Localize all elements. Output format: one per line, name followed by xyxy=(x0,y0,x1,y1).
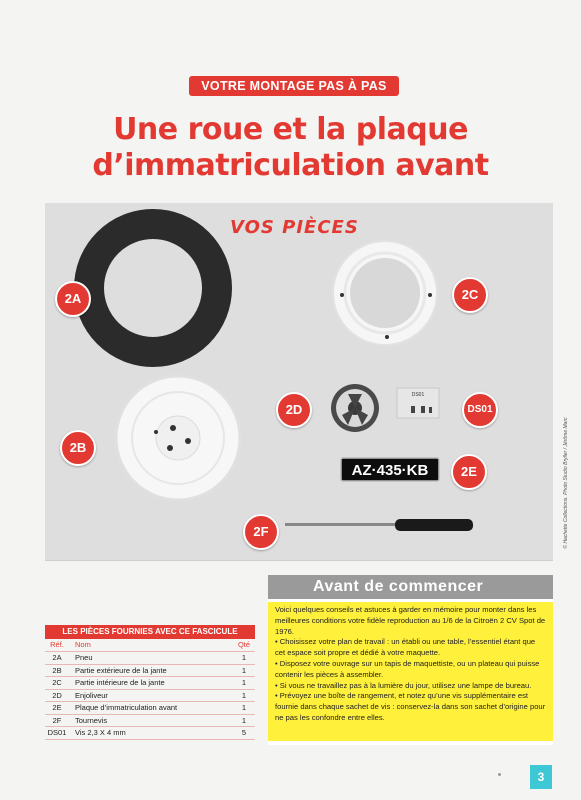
parts-photo xyxy=(45,203,553,561)
parts-table-title: LES PIÈCES FOURNIES AVEC CE FASCICULE xyxy=(45,625,255,639)
notice-paragraph: • Si vous ne travaillez pas à la lumière du jour, utilisez une lampe de bureau. xyxy=(275,680,532,690)
notice-paragraph: • Choisissez votre plan de travail : un établi ou une table, l’essentiel étant que cet espace soit propre et dédié à votre maquette. xyxy=(275,637,536,658)
part-badge-2e: 2E xyxy=(451,454,487,490)
screwdriver-part xyxy=(285,523,405,526)
part-badge-2a: 2A xyxy=(55,281,91,317)
table-row: 2B Partie extérieure de la jante 1 xyxy=(45,665,255,678)
tyre-part xyxy=(89,224,217,352)
decorative-dot xyxy=(498,773,501,776)
table-row: 2E Plaque d’immatriculation avant 1 xyxy=(45,702,255,715)
before-you-start-body xyxy=(268,602,553,741)
before-you-start-box xyxy=(268,575,553,745)
part-badge-2c: 2C xyxy=(452,277,488,313)
plate-text: AZ·435·KB xyxy=(351,462,429,479)
notice-paragraph: Voici quelques conseils et astuces à garder en mémoire pour monter dans les meilleures conditions votre fidèle reproduction au 1/6 de la Citroën 2 CV Spot de 1976. xyxy=(275,605,546,636)
table-row: 2C Partie intérieure de la jante 1 xyxy=(45,677,255,690)
part-badge-2d: 2D xyxy=(276,392,312,428)
notice-paragraph: • Disposez votre ouvrage sur un tapis de maquettiste, ou un plateau qui puisse contenir les pièces à assembler. xyxy=(275,658,540,679)
table-row: 2F Tournevis 1 xyxy=(45,715,255,728)
parts-heading: VOS PIÈCES xyxy=(230,217,359,238)
table-row: 2A Pneu 1 xyxy=(45,652,255,665)
part-badge-2b: 2B xyxy=(60,430,96,466)
before-you-start-title: Avant de commencer xyxy=(268,575,553,599)
table-row: 2D Enjoliveur 1 xyxy=(45,690,255,703)
parts-table xyxy=(45,625,255,740)
parts-table-header: Réf. Nom Qté xyxy=(45,639,255,652)
section-banner: VOTRE MONTAGE PAS À PAS xyxy=(189,76,399,96)
page-number: 3 xyxy=(530,765,552,789)
notice-paragraph: • Prévoyez une boîte de rangement, et notez qu’une vis supplémentaire est fournie dans chaque sachet de vis : conservez-la dans son sachet d’origine pour ne pas les confondre entre elles. xyxy=(275,691,546,722)
page-title-line-2: d’immatriculation avant xyxy=(92,148,489,183)
photo-credit: © Hachette Collections. Photo Studio Bryller / Jérôme Marc xyxy=(563,417,569,549)
page-title-line-1: Une roue et la plaque xyxy=(113,112,468,147)
parts-illustration xyxy=(45,203,553,560)
part-badge-ds01: DS01 xyxy=(462,392,498,428)
table-row: DS01 Vis 2,3 X 4 mm 5 xyxy=(45,727,255,740)
svg-text:DS01: DS01 xyxy=(411,392,425,398)
part-badge-2f: 2F xyxy=(243,514,279,550)
